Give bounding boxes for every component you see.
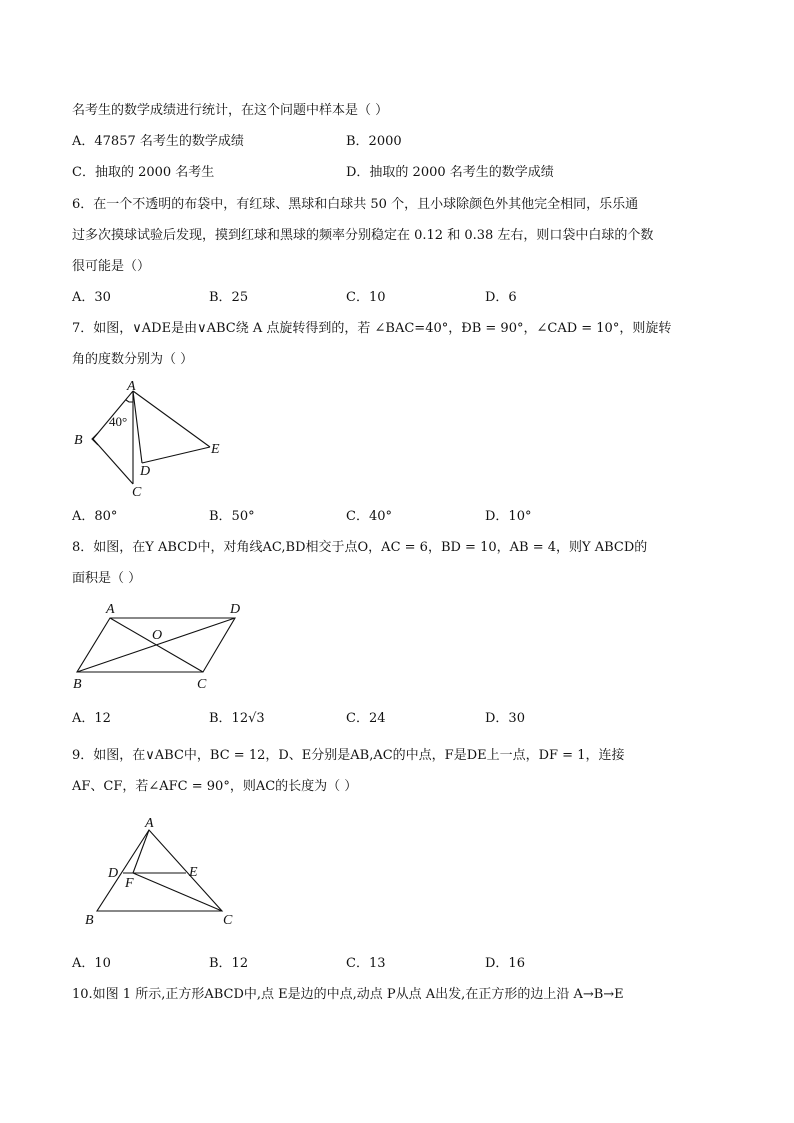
q7-label-c: C: [132, 485, 142, 500]
q5-option-d: D．抽取的 2000 名考生的数学成绩: [346, 165, 554, 180]
q6-stem-line-3: 很可能是（）: [72, 259, 151, 274]
q8-option-c: C．24: [346, 711, 386, 726]
q7-angle-label: 40°: [109, 414, 128, 429]
q8-option-b: B．12√3: [209, 711, 265, 726]
q9-label-c: C: [223, 913, 233, 928]
q6-option-c: C．10: [346, 290, 386, 305]
q7-stem-line-2: 角的度数分别为（ ）: [72, 352, 194, 367]
q7-option-b: B．50°: [209, 509, 255, 524]
q7-option-c: C．40°: [346, 509, 392, 524]
q9-stem-line-1: 9．如图，在∨ABC中，BC = 12，D、E分别是AB,AC的中点，F是DE上一点，DF = 1，连接: [72, 748, 625, 763]
q7-label-b: B: [74, 433, 83, 448]
q9-label-b: B: [85, 913, 94, 928]
q7-angle-mark: [126, 400, 133, 402]
q9-label-e: E: [189, 865, 198, 880]
q7-option-a: A．80°: [72, 509, 118, 524]
q6-stem-line-1: 6．在一个不透明的布袋中，有红球、黑球和白球共 50 个，且小球除颜色外其他完全相同，乐乐通: [72, 197, 639, 212]
q7-option-d: D．10°: [485, 509, 532, 524]
q8-option-a: A．12: [72, 711, 111, 726]
q9-figure: [80, 816, 260, 936]
q6-option-b: B．25: [209, 290, 249, 305]
q8-stem-line-2: 面积是（ ）: [72, 571, 142, 586]
q5-option-b: B．2000: [346, 134, 402, 149]
q9-label-a: A: [145, 816, 154, 831]
q8-label-c: C: [197, 677, 207, 692]
q9-option-a: A．10: [72, 956, 111, 971]
q8-label-o: O: [152, 628, 163, 643]
q9-segment-fc: [133, 873, 222, 911]
q9-option-c: C．13: [346, 956, 386, 971]
q9-stem-line-2: AF、CF，若∠AFC = 90°，则AC的长度为（ ）: [72, 779, 358, 794]
q7-edge-bc: [93, 439, 133, 484]
q6-stem-line-2: 过多次摸球试验后发现，摸到红球和黑球的频率分别稳定在 0.12 和 0.38 左右，则口袋中白球的个数: [72, 228, 654, 243]
q10-stem-line-1: 10.如图 1 所示,正方形ABCD中,点 E是边的中点,动点 P从点 A出发,在正方形的边上沿 A→B→E: [72, 987, 624, 1002]
q9-option-b: B．12: [209, 956, 249, 971]
q7-label-d: D: [140, 464, 151, 479]
q8-label-b: B: [73, 677, 82, 692]
q5-option-c: C．抽取的 2000 名考生: [72, 165, 215, 180]
q7-label-a: A: [127, 379, 136, 394]
q6-option-a: A．30: [72, 290, 111, 305]
q7-figure: [70, 378, 230, 498]
q8-figure: [70, 600, 250, 692]
q7-edge-ae: [133, 391, 210, 447]
q8-label-a: A: [106, 602, 115, 617]
q7-label-e: E: [211, 442, 220, 457]
q6-option-d: D．6: [485, 290, 517, 305]
q8-diagonal-bd: [77, 618, 235, 672]
q9-label-f: F: [125, 876, 134, 891]
q7-stem-line-1: 7．如图，∨ADE是由∨ABC绕 A 点旋转得到的，若 ∠BAC=40°，ÐB = 90°，∠CAD = 10°，则旋转: [72, 321, 672, 336]
q9-option-d: D．16: [485, 956, 525, 971]
q5-option-a: A．47857 名考生的数学成绩: [72, 134, 244, 149]
q8-stem-line-1: 8．如图，在Y ABCD中，对角线AC,BD相交于点O，AC = 6，BD = 10，AB = 4，则Y ABCD的: [72, 540, 648, 555]
q7-edge-ad: [133, 391, 142, 463]
q8-label-d: D: [230, 602, 241, 617]
q8-option-d: D．30: [485, 711, 525, 726]
q5-stem-continuation: 名考生的数学成绩进行统计，在这个问题中样本是（ ）: [72, 103, 389, 118]
q7-edge-de: [142, 447, 210, 463]
q9-label-d: D: [108, 866, 119, 881]
